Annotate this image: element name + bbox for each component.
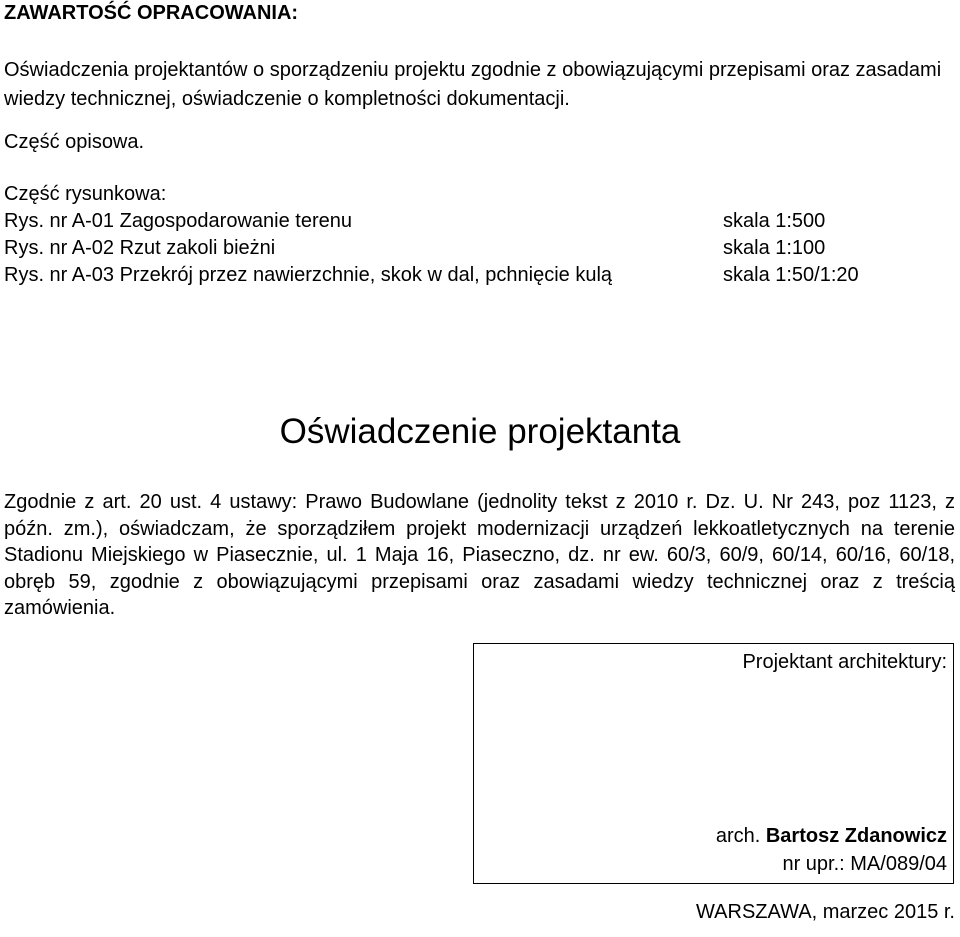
drawing-item-a02: Rys. nr A-02 Rzut zakoli bieżni [4, 237, 276, 259]
drawing-scale-a02: skala 1:100 [723, 237, 826, 259]
declarations-paragraph: Oświadczenia projektantów o sporządzeniu projektu zgodnie z obowiązującymi przepisami oraz zasadami wiedzy technicznej, oświadczenie o kompletności dokumentacji. [4, 59, 942, 110]
drawing-scale-a03: skala 1:50/1:20 [723, 264, 859, 286]
signature-role: Projektant architektury: [742, 651, 947, 673]
drawing-scale-a01: skala 1:500 [723, 210, 826, 232]
drawing-part-label: Część rysunkowa: [4, 183, 167, 205]
license-label: nr upr. [782, 853, 840, 875]
place-date: WARSZAWA, marzec 2015 r. [696, 901, 955, 923]
drawing-item-a01: Rys. nr A-01 Zagospodarowanie terenu [4, 210, 352, 232]
section-heading: ZAWARTOŚĆ OPRACOWANIA: [4, 2, 299, 24]
statement-paragraph: Zgodnie z art. 20 ust. 4 ustawy: Prawo Budowlane (jednolity tekst z 2010 r. Dz. U. Nr 243, poz 1123, z późn. zm.), oświadczam, że sporządziłem projekt modernizacji urządzeń lekkoatletycznych na terenie Stadionu Miejskiego w Piasecznie, ul. 1 Maja 16, Piaseczno, dz. nr ew. 60/3, 60/9, 60/14, 60/16, 60/18, obręb 59, zgodnie z obowiązującymi przepisami oraz zasadami wiedzy technicznej oraz z treścią zamówienia. [4, 491, 955, 620]
statement-title [0, 412, 960, 452]
signature-name-line [716, 825, 947, 848]
drawing-item-a03: Rys. nr A-03 Przekrój przez nawierzchnie, skok w dal, pchnięcie kulą [4, 264, 613, 286]
signature-box [473, 643, 954, 884]
signature-name: Bartosz Zdanowicz [765, 825, 947, 847]
signature-license [782, 853, 947, 876]
descriptive-part-label: Część opisowa. [4, 131, 145, 153]
signature-title-prefix: arch. [715, 825, 761, 847]
license-value: : MA/089/04 [839, 853, 947, 875]
statement-title-text: Oświadczenie projektanta [279, 412, 681, 451]
